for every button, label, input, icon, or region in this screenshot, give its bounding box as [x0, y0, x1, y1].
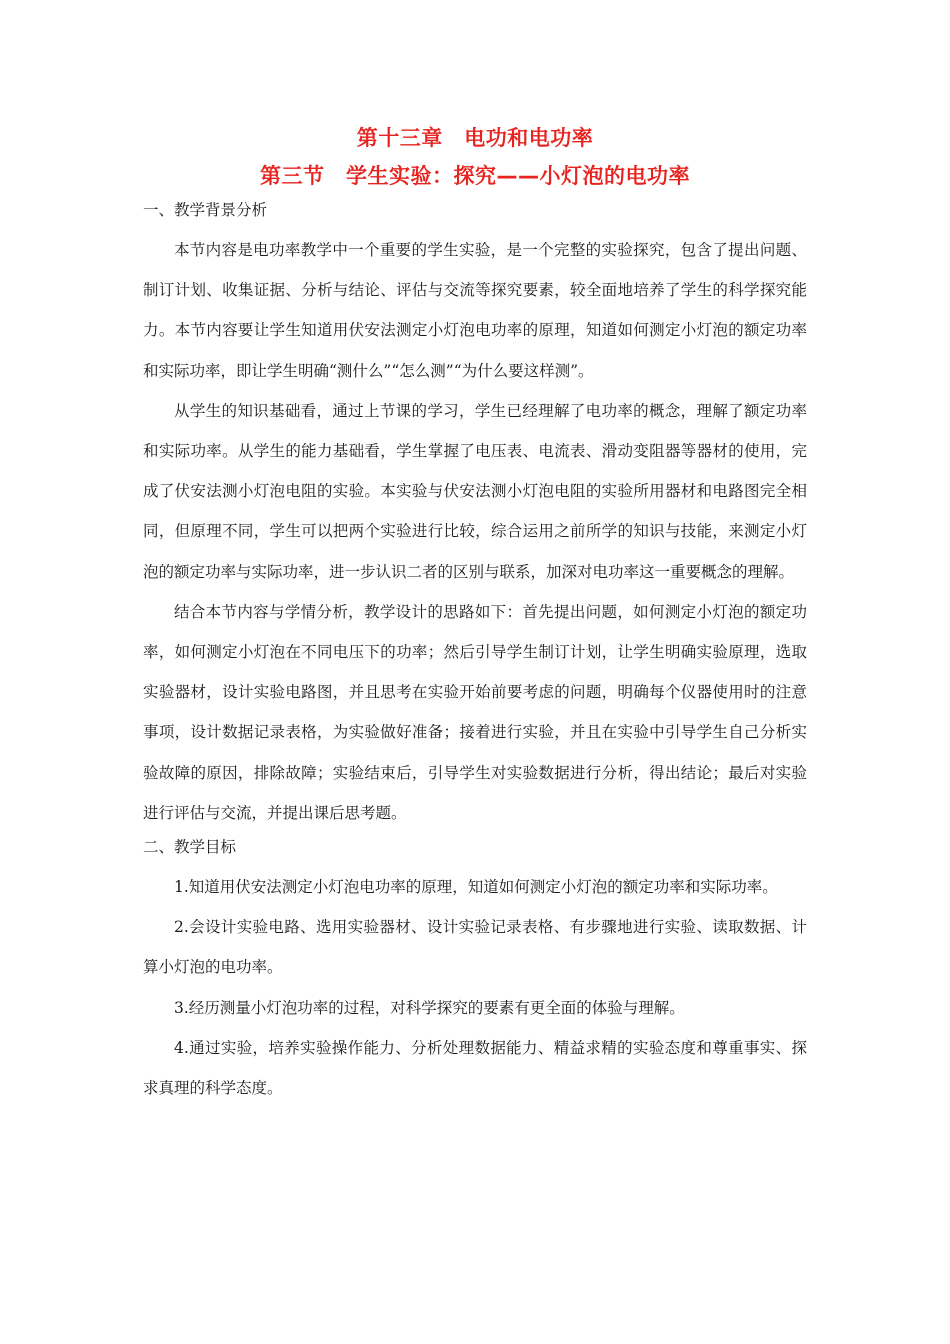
goal-item: 4.通过实验，培养实验操作能力、分析处理数据能力、精益求精的实验态度和尊重事实、探求真理的科学态度。 — [143, 1038, 807, 1098]
goal-item: 3.经历测量小灯泡功率的过程，对科学探究的要素有更全面的体验与理解。 — [174, 998, 685, 1017]
chapter-title: 第十三章 电功和电功率 — [356, 126, 594, 150]
paragraph: 本节内容是电功率教学中一个重要的学生实验，是一个完整的实验探究，包含了提出问题、制订计划、收集证据、分析与结论、评估与交流等探究要素，较全面地培养了学生的科学探究能力。本节内容要让学生知道用伏安法测定小灯泡电功率的原理，知道如何测定小灯泡的额定功率和实际功率，即让学生明确“测什么”“怎么测”“为什么要这样测”。 — [143, 241, 807, 380]
section-title: 第三节 学生实验：探究——小灯泡的电功率 — [260, 164, 690, 188]
paragraph: 结合本节内容与学情分析，教学设计的思路如下：首先提出问题，如何测定小灯泡的额定功率，如何测定小灯泡在不同电压下的功率；然后引导学生制订计划，让学生明确实验原理，选取实验器材，设计实验电路图，并且思考在实验开始前要考虑的问题，明确每个仪器使用时的注意事项，设计数据记录表格，为实验做好准备；接着进行实验，并且在实验中引导学生自己分析实验故障的原因，排除故障；实验结束后，引导学生对实验数据进行分析，得出结论；最后对实验进行评估与交流，并提出课后思考题。 — [143, 602, 807, 822]
goal-item: 1.知道用伏安法测定小灯泡电功率的原理，知道如何测定小灯泡的额定功率和实际功率。 — [174, 878, 778, 897]
document-body — [143, 200, 807, 1108]
heading-background-analysis: 一、教学背景分析 — [143, 201, 268, 219]
heading-teaching-goals: 二、教学目标 — [143, 838, 237, 857]
goal-item: 2.会设计实验电路、选用实验器材、设计实验记录表格、有步骤地进行实验、读取数据、计算小灯泡的电功率。 — [143, 918, 807, 977]
paragraph: 从学生的知识基础看，通过上节课的学习，学生已经理解了电功率的概念，理解了额定功率和实际功率。从学生的能力基础看，学生掌握了电压表、电流表、滑动变阻器等器材的使用，完成了伏安法测小灯泡电阻的实验。本实验与伏安法测小灯泡电阻的实验所用器材和电路图完全相同，但原理不同，学生可以把两个实验进行比较，综合运用之前所学的知识与技能，来测定小灯泡的额定功率与实际功率，进一步认识二者的区别与联系，加深对电功率这一重要概念的理解。 — [143, 401, 807, 581]
